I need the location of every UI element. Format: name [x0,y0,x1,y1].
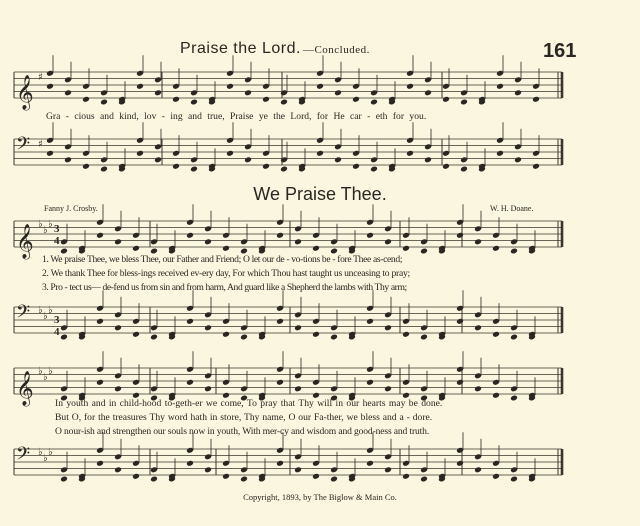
note-head [510,248,518,255]
verse-2-part2: But O, for the treasures Thy word hath in store, Thy name, O our Fa-ther, we bless and a - dore. [55,412,433,423]
note-head [82,163,90,170]
sharp-icon: ♯ [38,72,43,83]
note-head [402,245,410,252]
note-head [442,163,450,170]
note-head [132,245,140,252]
note-head [316,83,324,90]
flat-icon: ♭ [48,305,53,316]
note-head [132,331,140,338]
note-head [64,89,72,96]
note-head [204,324,212,331]
note-head [420,248,428,255]
flat-icon: ♭ [38,305,43,316]
note-head [492,473,500,480]
note-head [114,324,122,331]
note-head [474,466,482,473]
note-head [492,392,500,399]
note-head [136,150,144,157]
note-head [222,331,230,338]
note-head [226,150,234,157]
note-head [334,156,342,163]
note-head [424,89,432,96]
note-head [370,99,378,106]
note-head [276,318,284,325]
header-subtitle: —Concluded. [302,44,370,56]
note-head [96,379,104,386]
note-head [46,150,54,157]
note-head [384,466,392,473]
note-head [190,166,198,173]
note-head [96,232,104,239]
verse-1-part2: In youth and in child-hood to-geth-er we come, To pray that Thy will in our hearts may be done. [55,398,443,409]
time-signature-top-bass: 3 [54,314,60,326]
note-head [60,476,68,483]
note-head [186,460,194,467]
note-head [496,150,504,157]
note-head [240,476,248,483]
note-head [294,466,302,473]
treble-clef-icon: 𝄞 [16,75,34,110]
bass-clef-icon: 𝄢 [16,302,31,327]
system1-lyric: Gra - cious and kind, lov - ing and true, Praise ye the Lord, for He car - eth for you. [46,111,427,122]
flat-icon: ♭ [48,447,53,458]
note-head [312,331,320,338]
treble-clef-icon: 𝄞 [16,371,34,406]
note-head [474,324,482,331]
hymn-composer: W. H. Doane. [490,204,534,213]
treble-clef-icon: 𝄞 [16,224,34,259]
note-head [532,96,540,103]
note-head [384,385,392,392]
note-head [114,238,122,245]
note-head [294,238,302,245]
note-head [384,238,392,245]
note-head [384,324,392,331]
note-head [514,89,522,96]
note-head [82,96,90,103]
note-head [276,379,284,386]
note-head [456,318,464,325]
note-head [186,318,194,325]
note-head [226,83,234,90]
note-head [496,83,504,90]
time-signature-top: 3 [54,223,60,235]
note-head [312,245,320,252]
note-head [172,96,180,103]
time-signature [54,223,60,338]
note-head [510,476,518,483]
note-head [262,163,270,170]
flat-icon: ♭ [43,372,48,383]
note-head [492,245,500,252]
note-head [222,245,230,252]
note-head [352,96,360,103]
note-head [456,379,464,386]
verse-3-part1: 3. Pro - tect us— de-fend us from sin and from harm, And guard like a Shepherd the lambs with Thy arm; [42,282,407,293]
note-head [96,460,104,467]
note-head [294,324,302,331]
note-head [474,385,482,392]
note-head [474,238,482,245]
note-head [406,83,414,90]
sharp-icon: ♯ [38,139,43,150]
note-head [204,238,212,245]
note-head [510,395,518,402]
note-head [100,166,108,173]
note-head [456,460,464,467]
note-head [46,83,54,90]
note-head [402,331,410,338]
flat-icon: ♭ [48,366,53,377]
note-head [114,466,122,473]
time-signature-bottom-bass: 4 [54,326,60,338]
bass-clef-icon: 𝄢 [16,134,31,159]
note-head [186,232,194,239]
note-head [330,334,338,341]
note-head [334,89,342,96]
flat-icon: ♭ [48,219,53,230]
note-head [222,473,230,480]
note-head [204,466,212,473]
note-head [276,460,284,467]
note-head [424,156,432,163]
note-head [352,163,360,170]
note-head [96,318,104,325]
flat-icon: ♭ [38,366,43,377]
note-head [276,232,284,239]
hymn-author: Fanny J. Crosby. [44,204,98,213]
note-head [460,99,468,106]
note-head [280,99,288,106]
note-head [150,476,158,483]
note-head [312,473,320,480]
note-head [330,476,338,483]
verse-1-part1: 1. We praise Thee, we bless Thee, our Father and Friend; O let our de - vo-tions be - fore Thee as-cend; [42,254,403,265]
flat-icon: ♭ [43,453,48,464]
copyright-notice: Copyright, 1893, by The Biglow & Main Co. [243,492,397,502]
note-head [366,460,374,467]
note-head [402,473,410,480]
note-head [154,156,162,163]
note-head [204,385,212,392]
note-head [316,150,324,157]
note-head [60,334,68,341]
note-head [154,89,162,96]
note-head [136,83,144,90]
note-head [460,166,468,173]
note-head [442,96,450,103]
note-head [420,476,428,483]
bass-clef-icon: 𝄢 [16,444,31,469]
note-head [150,334,158,341]
note-head [244,156,252,163]
time-signature-bottom: 4 [54,235,60,247]
note-head [492,331,500,338]
note-head [514,156,522,163]
flat-icon: ♭ [43,225,48,236]
flat-icon: ♭ [43,311,48,322]
note-head [510,334,518,341]
note-head [406,150,414,157]
page-number: 161 [543,40,577,62]
note-head [100,99,108,106]
note-head [64,156,72,163]
note-head [244,89,252,96]
note-head [186,379,194,386]
note-head [280,166,288,173]
header-title-text: Praise the Lord. [180,40,301,57]
note-head [172,163,180,170]
verse-3-part2: O nour-ish and strengthen our souls now in youth, With mer-cy and wisdom and good-ness and truth. [55,426,430,437]
note-head [366,318,374,325]
note-head [190,99,198,106]
note-head [532,163,540,170]
note-head [114,385,122,392]
verse-2-part1: 2. We thank Thee for bless-ings received ev-ery day, For which Thou hast taught us unceasing to pray; [42,268,410,279]
note-head [262,96,270,103]
flat-icon: ♭ [38,447,43,458]
note-head [420,334,428,341]
note-head [132,473,140,480]
note-head [370,166,378,173]
note-head [240,334,248,341]
note-head [294,385,302,392]
note-head [366,232,374,239]
note-head [366,379,374,386]
note-head [456,232,464,239]
flat-icon: ♭ [38,219,43,230]
hymn-title: We Praise Thee. [253,184,387,204]
